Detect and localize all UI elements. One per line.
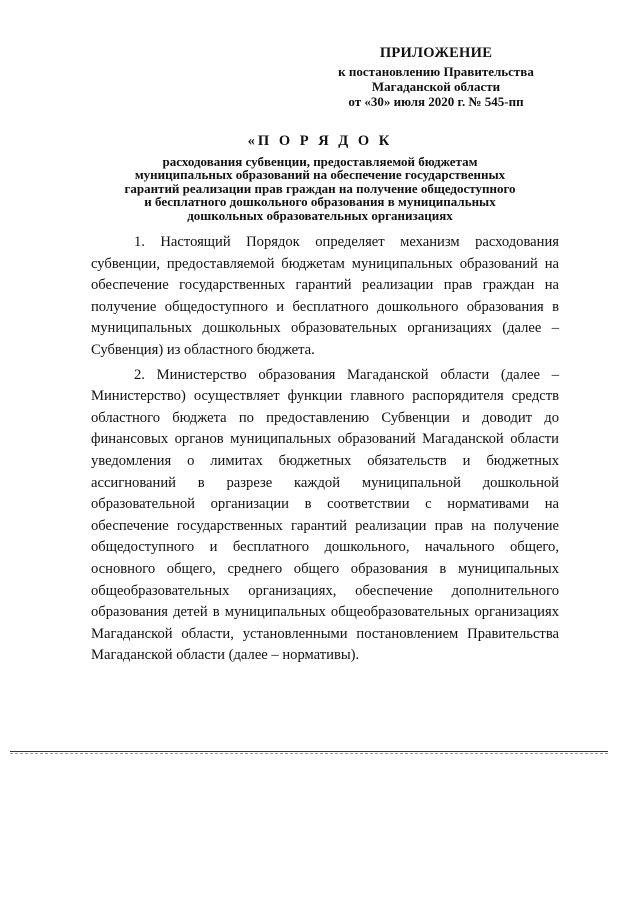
paragraph-2: 2. Министерство образования Магаданской области (далее – Министерство) осуществляет функции главного распорядителя средств областного бюджета по предоставлению Субвенции и доводит до финансовых органов муниципальных образований Магаданской области уведомления о лимитах бюджетных обязательств и бюджетных ассигнований в разрезе каждой муниципальной дошкольной образовательной организации в соответствии с нормативами на обеспечение государственных гарантий реализации прав на получение общедоступного и бесплатного дошкольного, начального общего, основного общего, среднего общего образования в муниципальных общеобразовательных организациях, обеспечение дополнительного образования детей в муниципальных общеобразовательных организациях Магаданской области, установленными постановлением Правительства Магаданской области (далее – нормативы). bbox=[91, 366, 559, 664]
document-body bbox=[91, 232, 559, 670]
document-heading bbox=[110, 135, 530, 222]
appendix-line-region: Магаданской области bbox=[371, 79, 501, 94]
appendix-line-resolution: к постановлению Правительства bbox=[338, 64, 534, 79]
page-divider-line bbox=[10, 751, 608, 752]
appendix-block bbox=[316, 46, 556, 109]
page-divider-dashed-line bbox=[10, 753, 608, 754]
paragraph-1: 1. Настоящий Порядок определяет механизм расходования субвенции, предоставляемой бюджетам муниципальных образований на обеспечение государственных гарантий реализации прав граждан на получение общедоступного и бесплатного дошкольного образования в муниципальных дошкольных образовательных организациях (далее – Субвенция) из областного бюджета. bbox=[91, 234, 559, 358]
heading-line: дошкольных образовательных организациях bbox=[187, 207, 453, 223]
heading-line: гарантий реализации прав граждан на получение общедоступного bbox=[124, 180, 516, 196]
appendix-title: ПРИЛОЖЕНИЕ bbox=[379, 45, 493, 61]
heading-line: расходования субвенции, предоставляемой бюджетам bbox=[162, 153, 478, 169]
heading-line: муниципальных образований на обеспечение государственных bbox=[134, 167, 506, 182]
appendix-line-date: от «30» июля 2020 г. № 545-пп bbox=[348, 94, 524, 109]
heading-title: «П О Р Я Д О К bbox=[247, 133, 393, 149]
heading-line: и бесплатного дошкольного образования в муниципальных bbox=[144, 194, 496, 209]
